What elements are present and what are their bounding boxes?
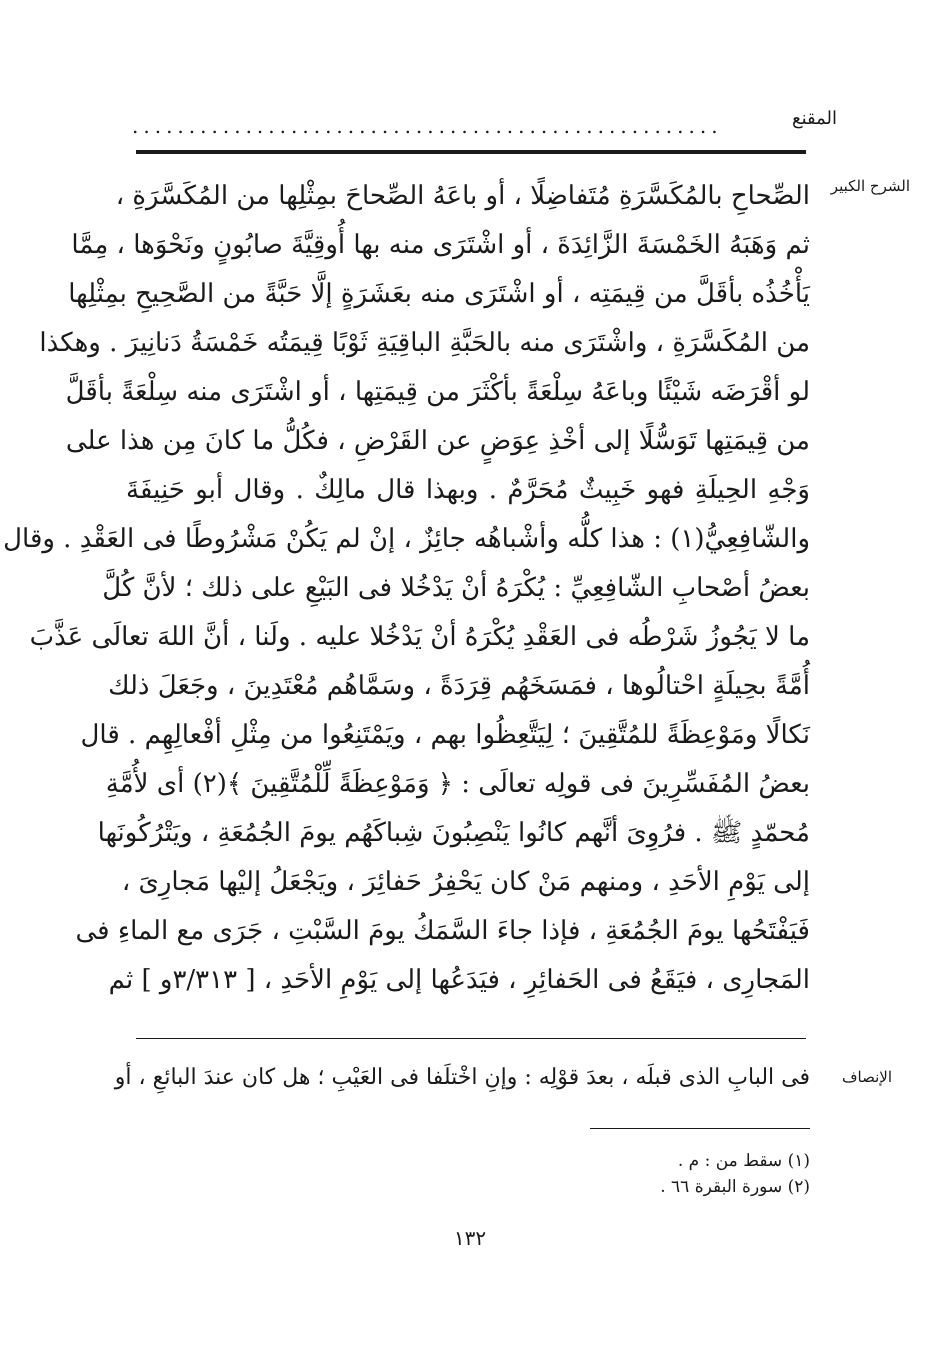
running-head-title: المقنع <box>791 108 837 129</box>
text-line: الصِّحاحِ بالمُكَسَّرَةِ مُتَفاضِلًا ، أو باعَهُ الصِّحاحَ بمِثْلِها من المُكَسَّرَةِ ، <box>115 181 810 211</box>
section-divider <box>136 1038 806 1039</box>
footnote-rule <box>590 1128 810 1129</box>
text-line: وَجْهِ الحِيلَةِ فهو خَبِيثٌ مُحَرَّمٌ . وبهذا قال مالِكٌ . وقال أبو حَنِيفَةَ <box>126 475 810 505</box>
footnote-item: (١) سقط من : م . <box>677 1151 810 1171</box>
footnotes <box>660 1148 810 1200</box>
page-number: ١٣٢ <box>453 1226 487 1250</box>
text-line: ثم وَهَبَهُ الخَمْسَةَ الزَّائِدَةَ ، أو اشْتَرَى منه بها أُوقِيَّةَ صابُونٍ ونَحْوَها ، مِمَّا <box>71 230 810 260</box>
text-line: من المُكَسَّرَةِ ، واشْتَرَى منه بالحَبَّةِ الباقِيَةِ ثَوْبًا قِيمَتُه خَمْسَةُ دَنانِيرَ . وهكذا <box>39 328 810 358</box>
side-label-sharh: الشرح الكبير <box>830 177 910 195</box>
text-line: ما لا يَجُوزُ شَرْطُه فى العَقْدِ يُكْرَهُ أنْ يَدْخُلا عليه . ولَنا ، أنَّ اللهَ تعالَى عَذَّبَ <box>29 622 810 652</box>
footnote-item: (٢) سورة البقرة ٦٦ . <box>660 1177 810 1197</box>
running-head-dots: .................................................... <box>132 114 723 138</box>
text-line: المَجارِى ، فيَقَعُ فى الحَفائِرِ ، فيَدَعُها إلى يَوْمِ الأحَدِ ، [ ٣/٣١٣و ] ثم <box>108 965 810 995</box>
text-line: والشّافِعِيُّ(١) : هذا كلُّه وأشْباهُه جائِزٌ ، إنْ لم يَكُنْ مَشْرُوطًا فى العَقْدِ . وقال <box>3 524 810 554</box>
text-line: فَيَفْتَحُها يومَ الجُمُعَةِ ، فإذا جاءَ السَّمَكُ يومَ السَّبْتِ ، جَرَى مع الماءِ فى <box>75 916 810 946</box>
text-line: مُحمّدٍ ﷺ . فرُوِىَ أنَّهم كانُوا يَنْصِبُونَ شِباكَهُم يومَ الجُمُعَةِ ، ويَتْرُكُونَها <box>97 818 810 848</box>
text-line: يَأْخُذُه بأقَلَّ من قِيمَتِه ، أو اشْتَرَى منه بعَشَرَةٍ إلَّا حَبَّةً من الصَّحِيحِ بمِثْلِها <box>68 279 810 309</box>
header-rule <box>136 150 806 154</box>
side-label-insaf: الإنصاف <box>841 1068 892 1086</box>
text-line: لو أقْرَضَه شَيْئًا وباعَهُ سِلْعَةً بأكْثَرَ من قِيمَتِها ، أو اشْتَرَى منه سِلْعَةً بأقَلَّ <box>65 377 810 407</box>
text-line: نَكالًا ومَوْعِظَةً للمُتَّقِينَ ؛ لِيَتَّعِظُوا بهم ، ويَمْتَنِعُوا من مِثْلِ أفْعالِهِم . قال <box>80 720 810 750</box>
text-line: بعضُ أصْحابِ الشّافِعِيِّ : يُكْرَهُ أنْ يَدْخُلا فى البَيْعِ على ذلك ؛ لأنَّ كُلَّ <box>102 573 810 603</box>
main-commentary-text <box>3 172 810 1005</box>
text-line: بعضُ المُفَسِّرِينَ فى قولِه تعالَى : ﴿ وَمَوْعِظَةً لِّلْمُتَّقِينَ ﴾(٢) أى لأُمَّةِ <box>105 769 810 799</box>
text-line: إلى يَوْمِ الأحَدِ ، ومنهم مَنْ كان يَحْفِرُ حَفائِرَ ، ويَجْعَلُ إليْها مَجارِىَ ، <box>121 867 810 897</box>
insaf-text-line: فى البابِ الذى قبلَه ، بعدَ قوْلِه : وإنِ اخْتلَفا فى العَيْبِ ؛ هل كان عندَ البائعِ ، أو <box>114 1065 810 1090</box>
text-line: أُمَّةً بحِيلَةٍ احْتالُوها ، فمَسَخَهُم قِرَدَةً ، وسَمَّاهُم مُعْتَدِينَ ، وجَعَلَ ذلك <box>108 671 810 701</box>
text-line: من قِيمَتِها تَوَسُّلًا إلى أخْذِ عِوَضٍ عن القَرْضِ ، فكُلُّ ما كانَ مِن هذا على <box>65 426 810 456</box>
